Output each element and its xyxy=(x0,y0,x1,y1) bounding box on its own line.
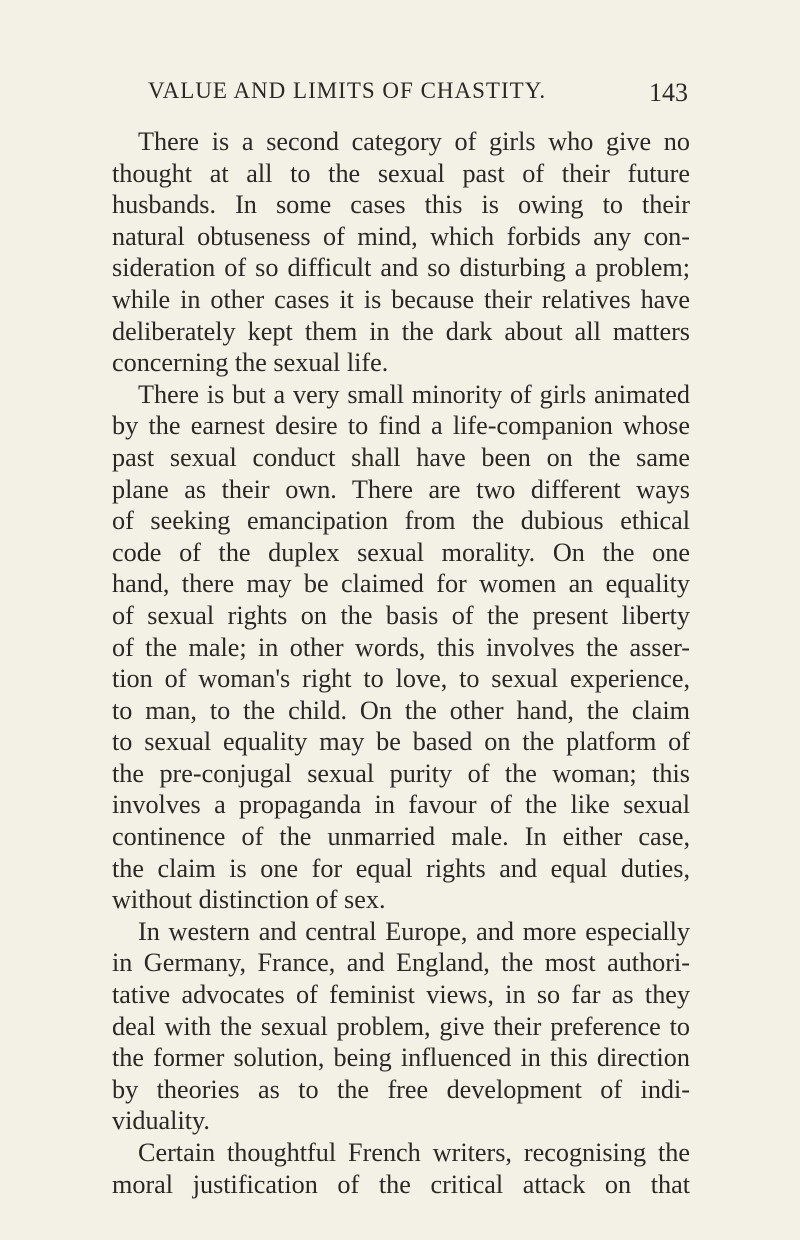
text-line: involves a propaganda in favour of the like sexual xyxy=(112,790,690,820)
text-line: husbands. In some cases this is owing to their xyxy=(112,190,690,220)
text-line: Certain thoughtful French writers, recognising the xyxy=(138,1138,690,1167)
text-line: by the earnest desire to find a life-companion whose xyxy=(112,411,690,441)
text-line: In western and central Europe, and more especially xyxy=(138,916,690,946)
text-line: code of the duplex sexual morality. On the one xyxy=(112,537,690,567)
text-line: tative advocates of feminist views, in so far as they xyxy=(112,980,690,1010)
text-line: concerning the sexual life. xyxy=(112,348,389,378)
text-line: sideration of so difficult and so disturbing a problem; xyxy=(112,253,690,283)
text-line: of the male; in other words, this involves the asser- xyxy=(112,632,690,662)
page-number: 143 xyxy=(649,78,688,107)
running-head xyxy=(148,78,688,110)
text-line: while in other cases it is because their relatives have xyxy=(112,284,690,314)
text-line: in Germany, France, and England, the most authori- xyxy=(112,948,690,978)
text-line: natural obtuseness of mind, which forbids any con- xyxy=(112,221,690,251)
text-line: of seeking emancipation from the dubious ethical xyxy=(112,506,690,536)
text-line: deliberately kept them in the dark about all matters xyxy=(112,316,690,346)
text-line: the former solution, being influenced in this direction xyxy=(112,1043,690,1073)
text-line: hand, there may be claimed for women an equality xyxy=(112,569,690,599)
text-line: the pre-conjugal sexual purity of the woman; this xyxy=(112,758,690,788)
text-line: deal with the sexual problem, give their preference to xyxy=(112,1011,690,1041)
text-line: by theories as to the free development of indi- xyxy=(112,1074,690,1104)
text-line: to man, to the child. On the other hand, the claim xyxy=(112,695,690,725)
text-line: viduality. xyxy=(112,1106,210,1136)
text-line: the claim is one for equal rights and equal duties, xyxy=(112,853,690,883)
text-line: to sexual equality may be based on the platform of xyxy=(112,727,690,757)
running-title: VALUE AND LIMITS OF CHASTITY. xyxy=(148,78,547,103)
text-line: tion of woman's right to love, to sexual experience, xyxy=(112,664,690,694)
text-line: moral justification of the critical attack on that xyxy=(112,1169,690,1199)
text-line: without distinction of sex. xyxy=(112,885,386,915)
text-line: plane as their own. There are two different ways xyxy=(112,474,690,504)
text-line: past sexual conduct shall have been on the same xyxy=(112,442,690,472)
text-line: There is a second category of girls who give no xyxy=(138,127,690,156)
body-text xyxy=(112,126,690,1200)
text-line: of sexual rights on the basis of the present liberty xyxy=(112,600,690,630)
text-line: There is but a very small minority of girls animated xyxy=(138,379,690,409)
text-line: thought at all to the sexual past of their future xyxy=(112,158,690,188)
text-line: continence of the unmarried male. In either case, xyxy=(112,822,690,852)
